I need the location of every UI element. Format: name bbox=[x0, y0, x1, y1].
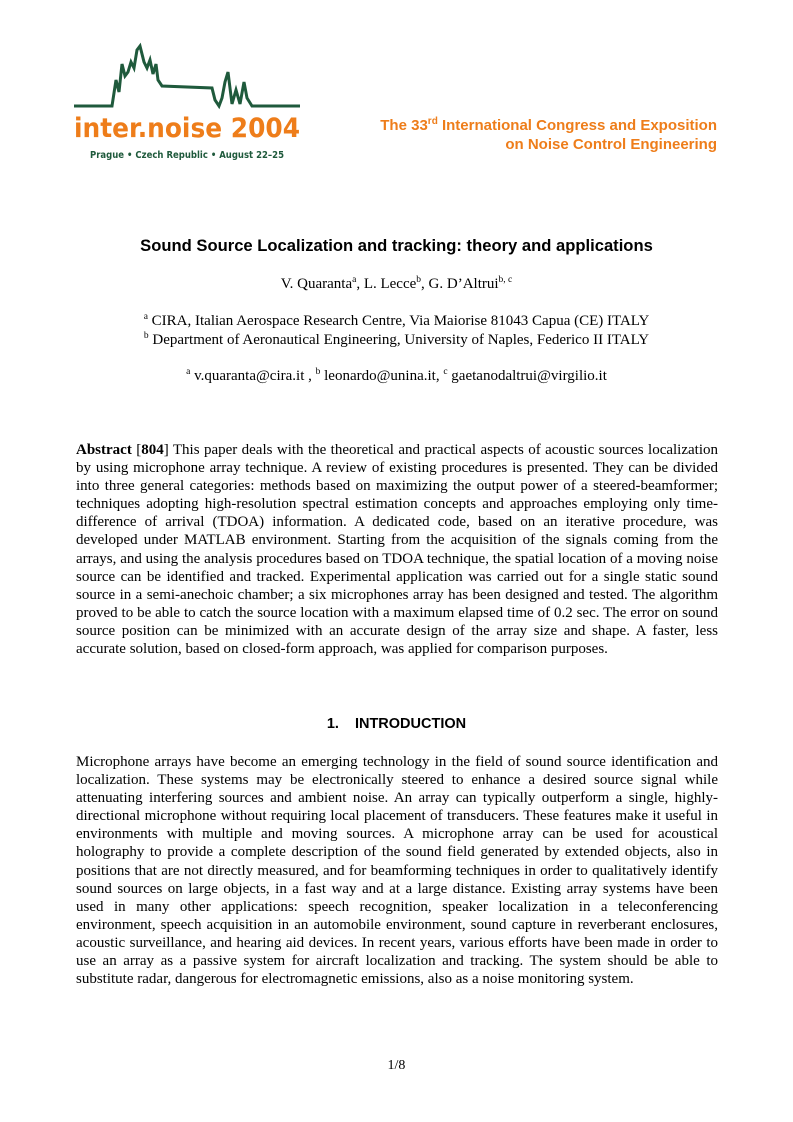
affiliation-line: $^b$ Department of Aeronautical Engineering, University of Naples, Federico II ITALY bbox=[143, 331, 650, 348]
affiliations bbox=[0, 312, 793, 350]
introduction-paragraph: Microphone arrays have become an emerging technology in the field of sound source identification and localization. These systems may be electronically steered to enhance a desired source signal while attenuating interfering sources and ambient noise. An array can typically outperform a single, highly-directional microphone without requiring local placement of transducers. These features make it useful in environments with multiple and moving sources. A microphone array can be used for acoustical holography to provide a complete description of the sound field generated by extended objects, also in positions that are not directly measured, and for beamforming techniques in order to qualitatively identify sound sources on large objects, in a fast way and at a large distance. Existing array systems have been used in many other applications: speech recognition, speaker localization in a teleconferencing environment, speech acquisition in an automobile environment, sound capture in reverberant enclosures, acoustic surveillance, and hearing aid devices. In recent years, various efforts have been made in order to use an array as a passive system for aircraft localization and tracking. The system should be able to substitute radar, dangerous for electromagnetic emissions, also as a noise monitoring system. bbox=[76, 754, 718, 988]
paper-title: Sound Source Localization and tracking: theory and applications bbox=[140, 236, 653, 255]
email-link[interactable]: v.quaranta@cira.it , bbox=[194, 368, 316, 384]
abstract-text: This paper deals with the theoretical and practical aspects of acoustic sources localization by using microphone array technique. A review of existing procedures is presented. They can be divided into three general categories: methods based on maximizing the output power of a steered-beamformer; techniques adopting high-resolution spectral estimation concepts and approaches employing only time-difference of arrival (TDOA) information. A dedicated code, based on an iterative procedure, was developed under MATLAB environment. Starting from the acquisition of the signals coming from the arrays, and using the analysis procedures based on TDOA technique, the spatial location of a moving noise source can be identified and tracked. Experimental application was carried out for a single static sound source in a semi-anechoic chamber; a six microphones array has been designed and tested. The algorithm proved to be able to catch the source location with a maximum elapsed time of 0.2 sec. The error on sound source position can be minimized with an accurate design of the array size and shape. A faster, less accurate solution, based on closed-form approach, was applied for comparison purposes. bbox=[76, 442, 718, 658]
author-name: L. Lecce bbox=[363, 276, 417, 292]
logo-wordmark: inter.noise 2004 bbox=[74, 113, 300, 144]
congress-line-1: The 33rd International Congress and Exposition bbox=[380, 116, 717, 134]
section-title: INTRODUCTION bbox=[354, 716, 467, 732]
conference-logo bbox=[72, 42, 304, 164]
paper-id: 804 bbox=[141, 442, 164, 458]
author-name: G. D’Altrui bbox=[428, 276, 499, 292]
section-number: 1. bbox=[326, 716, 339, 732]
email-link[interactable]: leonardo@unina.it, bbox=[324, 368, 444, 384]
affiliation-line: $^a$ CIRA, Italian Aerospace Research Centre, Via Maiorise 81043 Capua (CE) ITALY bbox=[143, 312, 650, 329]
skyline-graphic bbox=[74, 46, 300, 106]
abstract-paragraph: Abstract [804] This paper deals with the theoretical and practical aspects of acoustic sources localization by using microphone array technique. A review of existing procedures is presented. They can be divided into three general categories: methods based on maximizing the output power of a steered-beamformer; techniques adopting high-resolution spectral estimation concepts and approaches employing only time-difference of arrival (TDOA) information. A dedicated code, based on an iterative procedure, was developed under MATLAB environment. Starting from the acquisition of the signals coming from the arrays, and using the analysis procedures based on TDOA technique, the spatial location of a moving noise source can be identified and tracked. Experimental application was carried out for a single static sound source in a semi-anechoic chamber; a six microphones array has been designed and tested. The algorithm proved to be able to catch the source location with a maximum elapsed time of 0.2 sec. The error on sound source position can be minimized with an accurate design of the array size and shape. A faster, less accurate solution, based on closed-form approach, was applied for comparison purposes. bbox=[76, 442, 718, 658]
email-list: $^a$ v.quaranta@cira.it , $^b$ leonardo@unina.it, $^c$ gaetanodaltrui@virgilio.it bbox=[186, 367, 607, 384]
congress-header bbox=[380, 116, 717, 154]
page-number: 1/8 bbox=[387, 1058, 406, 1073]
congress-line-2: on Noise Control Engineering bbox=[505, 136, 717, 153]
email-link[interactable]: gaetanodaltrui@virgilio.it bbox=[451, 368, 607, 384]
author-name: V. Quaranta bbox=[280, 276, 353, 292]
logo-tagline: Prague • Czech Republic • August 22–25 bbox=[90, 150, 284, 161]
author-list: V. Quaranta$^a$, L. Lecce$^b$, G. D’Altrui$^{b, c}$ bbox=[280, 275, 513, 292]
section-heading bbox=[0, 716, 793, 732]
abstract-label: Abstract bbox=[76, 442, 132, 458]
